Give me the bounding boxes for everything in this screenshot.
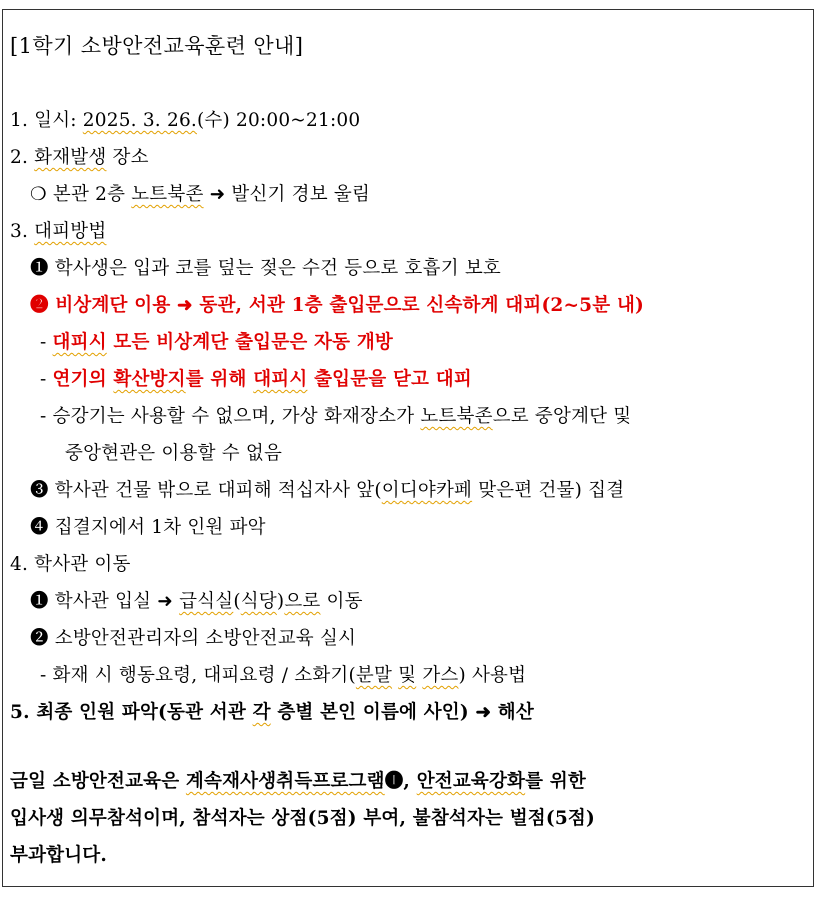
elevator-text-c: 으로 중앙계단 및 (492, 406, 632, 427)
usage-text: ) 사용법 (458, 665, 527, 686)
evac-note-text: 모든 비상계단 출입문은 자동 개방 (106, 332, 393, 353)
notebook-zone-text: 노트북존 (131, 184, 204, 205)
evac-note-elevator (40, 404, 631, 430)
evac-step-3-text-c: 맞은편 건물) 집결 (472, 480, 625, 501)
evac-note-auto-open (40, 330, 393, 356)
item-3-label: 대피방법 (34, 221, 107, 242)
dash-bullet: - (40, 369, 53, 390)
item-2-label: 장소 (106, 147, 149, 168)
to-text: 으로 (284, 591, 321, 612)
closing-text-a: 금일 소방안전교육은 (10, 771, 186, 792)
notice-title: [1학기 소방안전교육훈련 안내] (10, 34, 304, 58)
number-2-icon: ❷ (30, 628, 49, 649)
closing-para-line-3: 부과합니다. (10, 845, 107, 866)
item-1-date: 2025. 3. 26. (82, 110, 197, 131)
evac-step-1 (30, 256, 501, 282)
item-2-fire-text: 화재발생 (34, 147, 107, 168)
move-step-1-text-a: 학사관 입실 ➜ (48, 591, 180, 612)
move-text: 이동 (320, 591, 363, 612)
item-1-schedule (10, 108, 360, 134)
location-text-c: ➜ 발신기 경보 울림 (203, 184, 371, 205)
evac-when-text: 대피시 (52, 332, 107, 353)
item-5-text-c: 층별 본인 이름에 사인) ➜ 해산 (270, 702, 534, 723)
and-text: 및 (398, 665, 417, 686)
move-step-2-text: 소방안전관리자의 소방안전교육 실시 (48, 628, 357, 649)
number-2-icon: ❷ (30, 295, 49, 316)
program-name-text: 계속재사생취득프로그램 (185, 771, 385, 792)
dash-bullet: - (40, 406, 53, 427)
item-4-move: 4. 학사관 이동 (10, 554, 131, 575)
dash-bullet: - (40, 332, 53, 353)
location-text-a: 본관 2층 (46, 184, 132, 205)
circle-bullet-icon: ❍ (30, 184, 47, 205)
powder-text: 분말 (355, 665, 393, 686)
smoke-text-c: 를 위해 (185, 369, 254, 390)
dash-bullet: - (40, 665, 53, 686)
evac-step-3-text-a: 학사관 건물 밖으로 대피해 적십자사 앞( (48, 480, 382, 501)
item-1-time: (수) 20:00~21:00 (197, 110, 361, 131)
closing-text-e: 를 위한 (525, 771, 586, 792)
item-3-evacuation (10, 219, 106, 245)
number-3-icon: ❸ (30, 480, 49, 501)
safety-edu-text: 안전교육강화 (416, 771, 526, 792)
evac-step-4 (30, 515, 266, 541)
evac-note-elevator-cont: 중앙현관은 이용할 수 없음 (65, 443, 283, 464)
closing-para-line-1 (10, 769, 586, 795)
elevator-text-a: 승강기는 사용할 수 없으며, 가상 화재장소가 (52, 406, 421, 427)
item-2-location (10, 145, 149, 171)
location-detail (30, 182, 370, 208)
evac-step-4-text: 집결지에서 1차 인원 파악 (48, 517, 266, 538)
closing-text-c: ❶, (384, 771, 417, 792)
smoke-text-e: 출입문을 닫고 대피 (307, 369, 472, 390)
number-1-icon: ❶ (30, 591, 49, 612)
dining-text: 식당 (240, 591, 277, 612)
cafeteria-text: 급식실 (179, 591, 234, 612)
move-note-extinguisher (40, 663, 526, 689)
evac-step-2 (30, 293, 644, 319)
item-3-number: 3. (10, 221, 35, 242)
extinguisher-text-a: 화재 시 행동요령, 대피요령 / 소화기( (52, 665, 356, 686)
elevator-text-b: 노트북존 (420, 406, 493, 427)
item-5-final-check (10, 700, 534, 726)
smoke-text-a: 연기의 (52, 369, 114, 390)
number-4-icon: ❹ (30, 517, 49, 538)
move-step-1 (30, 589, 363, 615)
paren-open: ( (233, 591, 241, 612)
evac-note-smoke (40, 367, 472, 393)
smoke-text-d: 대피시 (253, 369, 308, 390)
smoke-text-b: 확산방지 (113, 369, 186, 390)
item-1-label: 1. 일시: (10, 110, 83, 131)
item-5-each-text: 각 (252, 702, 271, 723)
gas-text: 가스 (422, 665, 459, 686)
move-step-2 (30, 626, 356, 652)
paren-close: ) (276, 591, 285, 612)
cafe-name-text: 이디야카페 (381, 480, 473, 501)
evac-step-1-text: 학사생은 입과 코를 덮는 젖은 수건 등으로 호흡기 보호 (48, 258, 501, 279)
item-2-number: 2. (10, 147, 35, 168)
closing-para-line-2: 입사생 의무참석이며, 참석자는 상점(5점) 부여, 불참석자는 벌점(5점) (10, 808, 595, 829)
evac-step-2-text: 비상계단 이용 ➜ 동관, 서관 1층 출입문으로 신속하게 대피(2~5분 내) (48, 295, 644, 316)
item-5-text-a: 5. 최종 인원 파악(동관 서관 (10, 702, 253, 723)
number-1-icon: ❶ (30, 258, 49, 279)
evac-step-3 (30, 478, 624, 504)
